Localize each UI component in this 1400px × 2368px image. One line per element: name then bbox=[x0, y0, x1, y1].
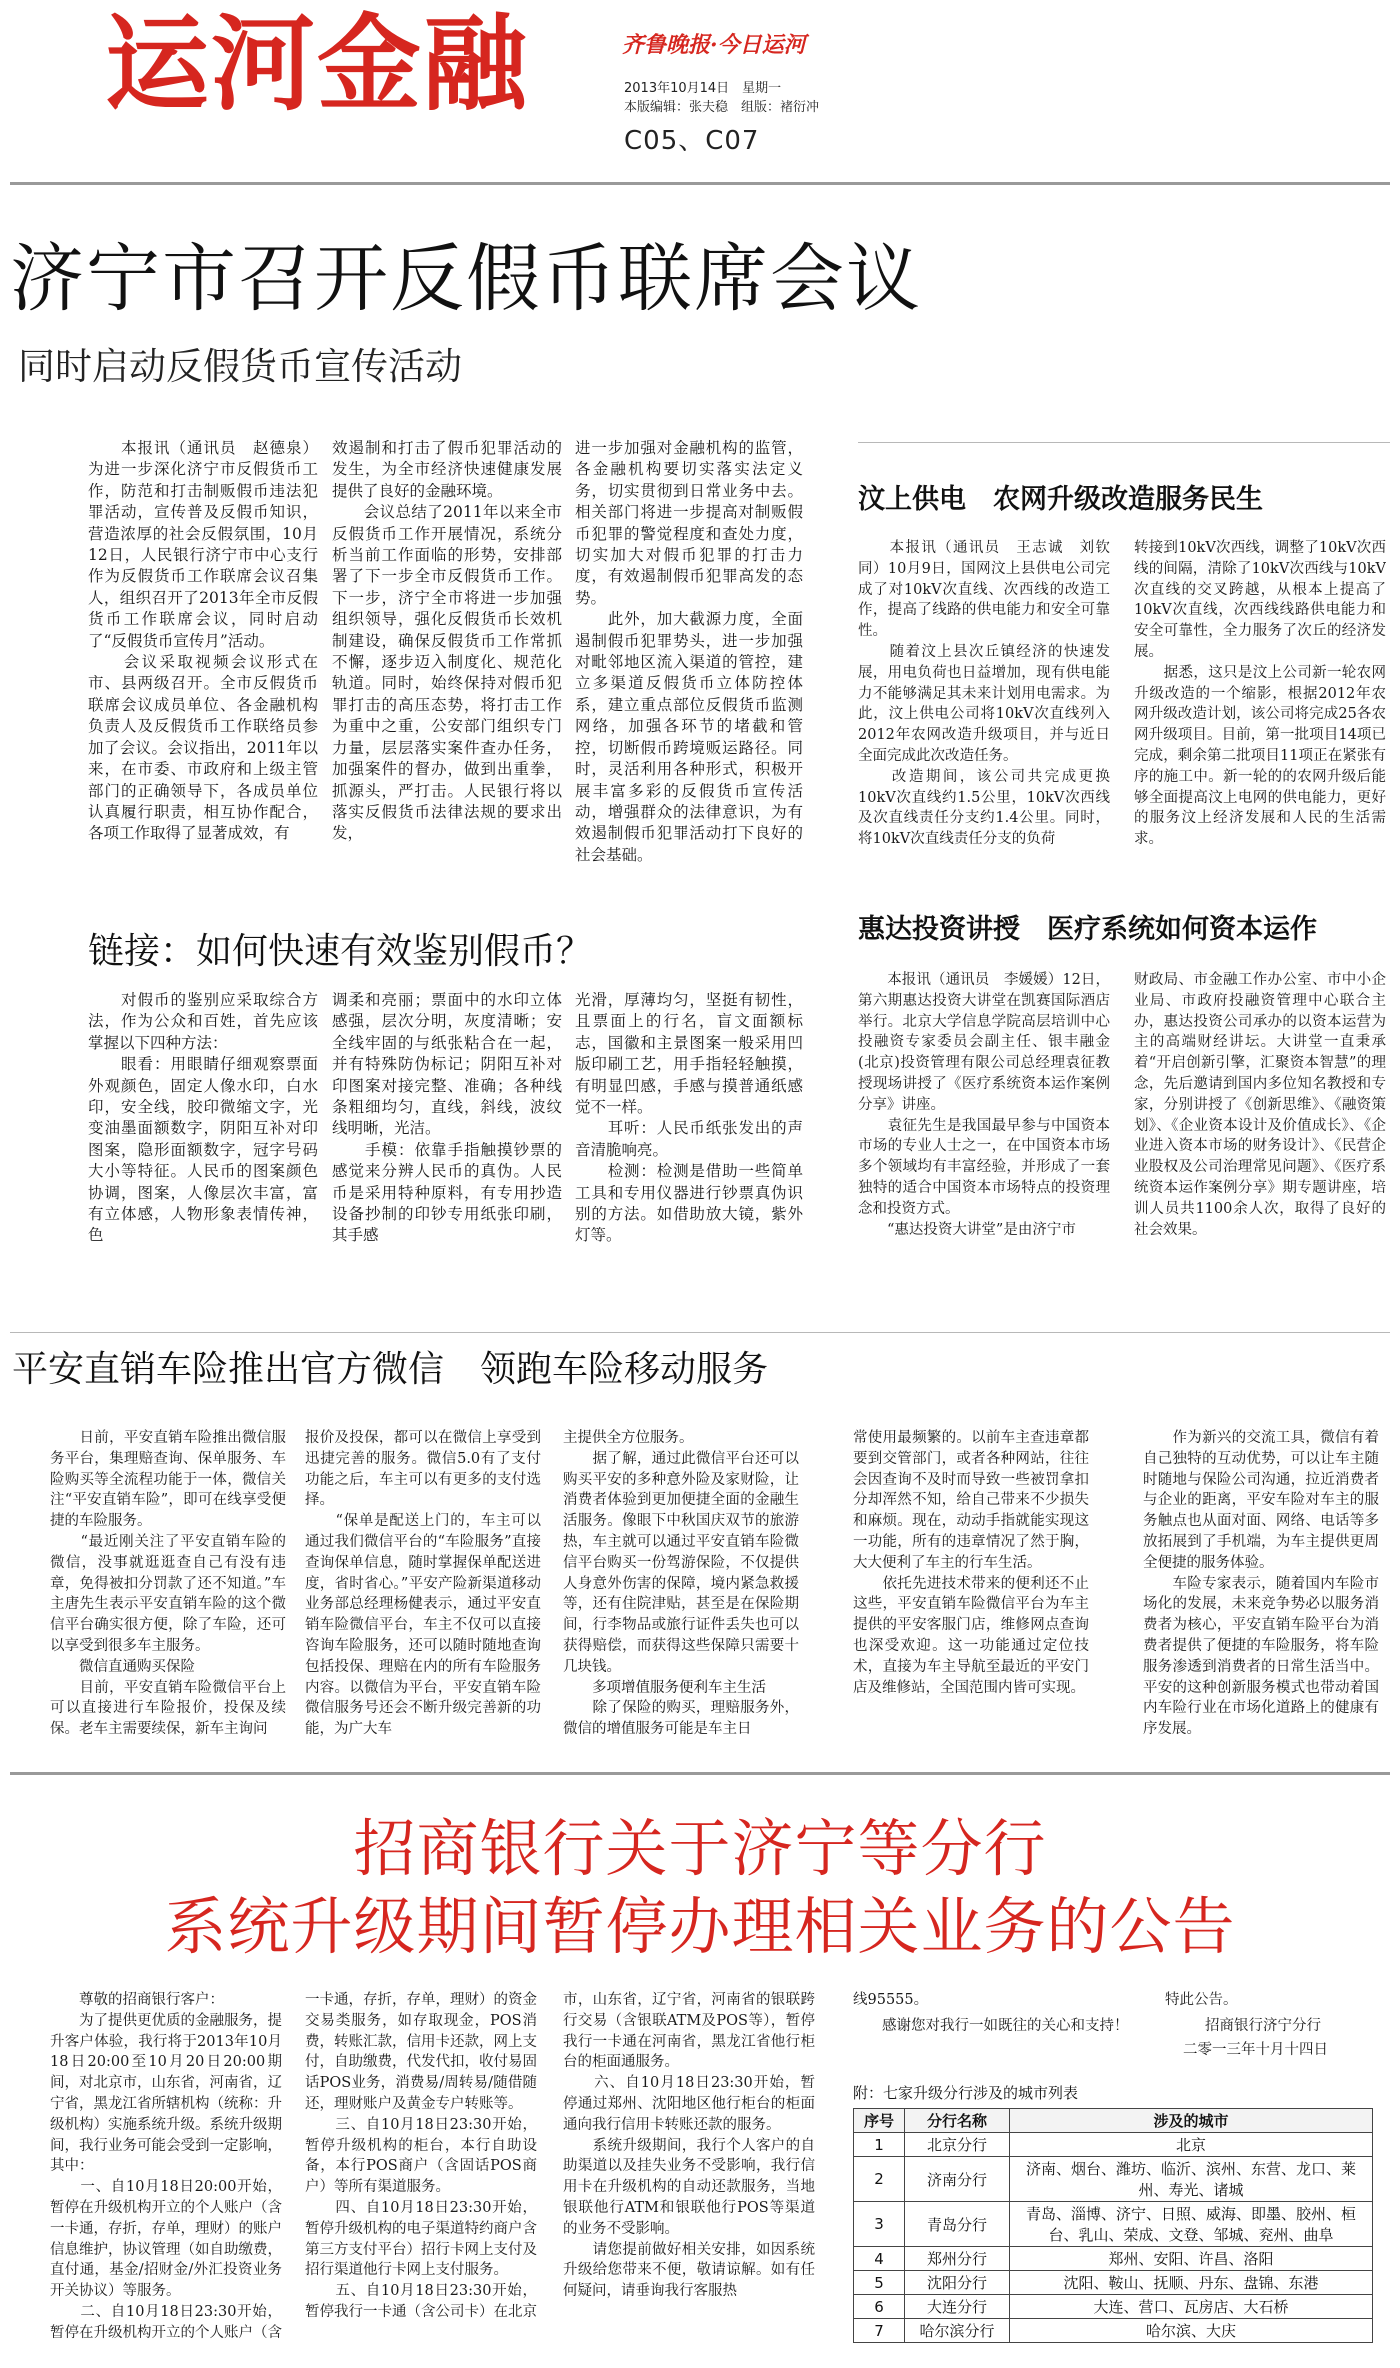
notice-hotline: 线95555。 bbox=[853, 1992, 929, 2008]
city-list: 青岛、淄博、济宁、日照、威海、即墨、胶州、桓台、乳山、荣成、文登、邹城、兖州、曲阜 bbox=[1010, 2202, 1373, 2247]
link-article-column-2: 调柔和亮丽；票面中的水印立体感强，层次分明，灰度清晰；安全线牢固的与纸张粘合在一起，并有特殊防伪标记；阴阳互补对印图案对接完整、准确；各种线条粗细均匀，直线，斜线，波纹线明晰，光洁。 手模：依靠手指触摸钞票的感觉来分辨人民币的真伪。人民币是采用特种原料，有专用抄造设备抄制的印钞专用纸张印刷，其手感 bbox=[332, 991, 562, 1245]
row-number: 1 bbox=[854, 2133, 905, 2157]
pingan-headline: 平安直销车险推出官方微信 领跑车险移动服务 bbox=[12, 1349, 769, 1390]
column-header-no: 序号 bbox=[854, 2109, 905, 2133]
row-number: 6 bbox=[854, 2295, 905, 2319]
page-numbers: C05、C07 bbox=[624, 126, 760, 156]
lead-headline: 济宁市召开反假币联席会议 bbox=[10, 236, 922, 322]
lead-subheadline: 同时启动反假货币宣传活动 bbox=[18, 345, 462, 388]
huida-headline: 惠达投资讲授 医疗系统如何资本运作 bbox=[858, 914, 1317, 945]
table-row bbox=[854, 2247, 1373, 2271]
newspaper-brand: 齐鲁晚报·今日运河 bbox=[622, 32, 806, 58]
city-table-header-row bbox=[854, 2109, 1373, 2133]
city-table-caption: 附：七家升级分行涉及的城市列表 bbox=[853, 2084, 1079, 2102]
notice-thanks: 感谢您对我行一如既往的关心和支持！ bbox=[853, 2018, 1129, 2034]
link-headline: 链接：如何快速有效鉴别假币？ bbox=[88, 931, 593, 972]
section-divider-notice bbox=[10, 1772, 1390, 1775]
issue-date: 2013年10月14日 星期一 bbox=[624, 81, 782, 96]
row-number: 4 bbox=[854, 2247, 905, 2271]
pingan-article-column-4: 常使用最频繁的。以前车主查违章都要到交管部门，或者各种网站，往往会因查询不及时而导致一些被罚拿扣分却浑然不知，给自己带来不少损失和麻烦。现在，动动手指就能实现这一功能，所有的违章情况了然于胸，大大便利了车主的行车生活。 依托先进技术带来的便利还不止这些，平安直销车险微信平台为车主提供的平安客服门店，维修网点查询也深受欢迎。这一功能通过定位技术，直接为车主导航至最近的平安门店及维修站，全国范围内皆可实现。 bbox=[853, 1430, 1089, 1696]
pingan-article-column-2: 报价及投保，都可以在微信上享受到迅捷完善的服务。微信5.0有了支付功能之后，车主可以有更多的支付选择。 “保单是配送上门的，车主可以通过我们微信平台的“车险服务”直接查询保单信息，随时掌握保单配送进度，省时省心。”平安产险新渠道移动业务部总经理杨健表示，通过平安直销车险微信平台，车主不仅可以直接咨询车险服务，还可以随时随地查询包括投保、理赔在内的所有车险服务内容。以微信为平台，平安直销车险微信服务号还会不断升级完善新的功能，为广大车 bbox=[305, 1430, 541, 1738]
pingan-article-column-3: 主提供全方位服务。 据了解，通过此微信平台还可以购买平安的多种意外险及家财险，让消费者体验到更加便捷全面的金融生活服务。像眼下中秋国庆双节的旅游热，车主就可以通过平安直销车险微信平台购买一份驾游保险，不仅提供人身意外伤害的保障，境内紧急救援等，还有住院津贴，甚至是在保险期间，行李物品或旅行证件丢失也可以获得赔偿，而获得这些保障只需要十几块钱。 多项增值服务便利车主生活 除了保险的购买，理赔服务外，微信的增值服务可能是车主日 bbox=[563, 1430, 799, 1738]
table-row bbox=[854, 2202, 1373, 2247]
branch-name: 沈阳分行 bbox=[905, 2271, 1010, 2295]
right-column-divider bbox=[858, 442, 1390, 443]
city-list: 大连、营口、瓦房店、大石桥 bbox=[1010, 2295, 1373, 2319]
wenshang-article-column-1: 本报讯（通讯员 王志诚 刘钦同）10月9日，国网汶上县供电公司完成了对10kV次直线、次西线的改造工作，提高了线路的供电能力和安全可靠性。 随着汶上县次丘镇经济的快速发展，用电负荷也日益增加，现有供电能力不能够满足其未来计划用电需求。为此，汶上供电公司将10kV次直线列入2012年农网改造升级项目，并与近日全面完成此次改造任务。 改造期间，该公司共完成更换10kV次直线约1.5公里，10kV次西线及次直线责任分支约1.4公里。同时，将10kV次直线责任分支的负荷 bbox=[858, 540, 1110, 848]
pingan-article-column-5: 作为新兴的交流工具，微信有着自己独特的互动优势，可以让车主随时随地与保险公司沟通，拉近消费者与企业的距离，平安车险对车主的服务触点也从面对面、网络、电话等多放拓展到了手机端，为车主提供更周全便捷的服务体验。 车险专家表示，随着国内车险市场化的发展，未来竞争势必以服务消费者为核心，平安直销车险平台为消费者提供了便捷的车险服务，将车险服务渗透到消费者的日常生活当中。平安的这种创新服务模式也带动着国内车险行业在市场化道路上的健康有序发展。 bbox=[1143, 1430, 1379, 1738]
city-list: 沈阳、鞍山、抚顺、丹东、盘锦、东港 bbox=[1010, 2271, 1373, 2295]
city-list: 济南、烟台、潍坊、临沂、滨州、东营、龙口、莱州、寿光、诸城 bbox=[1010, 2157, 1373, 2202]
branch-name: 北京分行 bbox=[905, 2133, 1010, 2157]
notice-column-1: 尊敬的招商银行客户： 为了提供更优质的金融服务，提升客户体验，我行将于2013年10月18日20:00至10月20日20:00期间，对北京市，山东省，河南省，辽宁省，黑龙江省所辖机构（统称：升级机构）实施系统升级。系统升级期间，我行业务可能会受到一定影响，其中： 一、自10月18日20:00开始，暂停在升级机构开立的个人账户（含一卡通，存折，存单，理财）的账户信息维护，协议管理（如自助缴费，直付通，基金/招财金/外汇投资业务开关协议）等服务。 二、自10月18日23:30开始，暂停在升级机构开立的个人账户（含 bbox=[50, 1992, 282, 2341]
table-row bbox=[854, 2133, 1373, 2157]
table-row bbox=[854, 2295, 1373, 2319]
link-article-column-3: 光滑，厚薄均匀，坚挺有韧性，且票面上的行名，盲文面额标志，国徽和主景图案一般采用凹版印刷工艺，用手指轻轻触摸，有明显凹感，手感与摸普通纸感觉不一样。 耳听：人民币纸张发出的声音清脆响亮。 检测：检测是借助一些简单工具和专用仪器进行钞票真伪识别的方法。如借助放大镜，紫外灯等。 bbox=[575, 991, 803, 1245]
huida-article-column-2: 财政局、市金融工作办公室、市中小企业局、市政府投融资管理中心联合主办，惠达投资公司承办的以资本运营为主的高端财经讲坛。大讲堂一直秉承着“开启创新引擎，汇聚资本智慧”的理念，先后邀请到国内多位知名教授和专家，分别讲授了《创新思维》、《融资策划》、《企业资本设计及价值成长》、《企业进入资本市场的财务设计》、《民营企业股权及公司治理常见问题》、《医疗系统资本运作案例分享》期专题讲座，培训人员共1100余人次，取得了良好的社会效果。 bbox=[1134, 972, 1386, 1238]
city-list: 哈尔滨、大庆 bbox=[1010, 2319, 1373, 2343]
row-number: 5 bbox=[854, 2271, 905, 2295]
branch-name: 郑州分行 bbox=[905, 2247, 1010, 2271]
table-row bbox=[854, 2319, 1373, 2343]
city-table-container bbox=[853, 2108, 1373, 2343]
notice-headline-line-2: 系统升级期间暂停办理相关业务的公告 bbox=[164, 1890, 1236, 1963]
section-divider-pingan bbox=[10, 1332, 1390, 1333]
column-header-cities: 涉及的城市 bbox=[1010, 2109, 1373, 2133]
city-list: 北京 bbox=[1010, 2133, 1373, 2157]
wenshang-headline: 汶上供电 农网升级改造服务民生 bbox=[858, 484, 1263, 515]
lead-article-column-2: 效遏制和打击了假币犯罪活动的发生，为全市经济快速健康发展提供了良好的金融环境。 会议总结了2011年以来全市反假货币工作开展情况，系统分析当前工作面临的形势，安排部署了下一步全市反假货币工作。下一步，济宁全市将进一步加强组织领导，强化反假货币长效机制建设，确保反假货币工作常抓不懈，逐步迈入制度化、规范化轨道。同时，始终保持对假币犯罪打击的高压态势，将打击工作为重中之重，公安部门组织专门力量，层层落实案件查办任务，加强案件的督办，做到出重拳，抓源头，严打击。人民银行将以落实反假货币法律法规的要求出发， bbox=[332, 439, 562, 843]
notice-signature-date: 二零一三年十月十四日 bbox=[1183, 2042, 1328, 2058]
row-number: 3 bbox=[854, 2202, 905, 2247]
masthead-title: 运河金融 bbox=[105, 3, 530, 125]
notice-signature-org: 招商银行济宁分行 bbox=[1205, 2018, 1321, 2034]
branch-name: 济南分行 bbox=[905, 2157, 1010, 2202]
branch-name: 大连分行 bbox=[905, 2295, 1010, 2319]
row-number: 7 bbox=[854, 2319, 905, 2343]
city-list: 郑州、安阳、许昌、洛阳 bbox=[1010, 2247, 1373, 2271]
pingan-article-column-1: 日前，平安直销车险推出微信服务平台，集理赔查询、保单服务、车险购买等全流程功能于一体，微信关注“平安直销车险”，即可在线享受便捷的车险服务。 “最近刚关注了平安直销车险的微信，没事就逛逛查自己有没有违章，免得被扣分罚款了还不知道。”车主唐先生表示平安直销车险的这个微信平台确实很方便，除了车险，还可以享受到很多车主服务。 微信直通购买保险 目前，平安直销车险微信平台上可以直接进行车险报价，投保及续保。老车主需要续保，新车主询问 bbox=[50, 1430, 286, 1738]
branch-name: 哈尔滨分行 bbox=[905, 2319, 1010, 2343]
notice-column-2: 一卡通，存折，存单，理财）的资金交易类服务，如存取现金，POS消费，转账汇款，信用卡还款，网上支付，自助缴费，代发代扣，收付易固话POS业务，消费易/周转易/随借随还，理财账户及黄金专户转账等。 三、自10月18日23:30开始，暂停升级机构的柜台，本行自助设备，本行POS商户（含固话POS商户）等所有渠道服务。 四、自10月18日23:30开始，暂停升级机构的电子渠道特约商户含第三方支付平台）招行卡网上支付及招行渠道他行卡网上支付服务。 五、自10月18日23:30开始，暂停我行一卡通（含公司卡）在北京 bbox=[305, 1992, 537, 2320]
branch-name: 青岛分行 bbox=[905, 2202, 1010, 2247]
lead-article-column-3: 进一步加强对金融机构的监管，各金融机构要切实落实法定义务，切实贯彻到日常业务中去。相关部门将进一步提高对制贩假币犯罪的警觉程度和查处力度，切实加大对假币犯罪的打击力度，有效遏制假币犯罪高发的态势。 此外，加大截源力度，全面遏制假币犯罪势头，进一步加强对毗邻地区流入渠道的管控，建立多渠道反假货币立体防控体系，建立重点部位反假货币监测网络，加强各环节的堵截和管控，切断假币跨境贩运路径。同时，灵活利用各种形式，积极开展丰富多彩的反假货币宣传活动，增强群众的法律意识，为有效遏制假币犯罪活动打下良好的社会基础。 bbox=[575, 439, 803, 864]
row-number: 2 bbox=[854, 2157, 905, 2202]
masthead-divider bbox=[10, 182, 1390, 185]
notice-closing: 特此公告。 bbox=[1165, 1992, 1238, 2008]
wenshang-article-column-2: 转接到10kV次西线，调整了10kV次西线的间隔，清除了10kV次西线与10kV次直线的交叉跨越，从根本上提高了10kV次直线，次西线线路供电能力和安全可靠性，全力服务了次丘的经济发展。 据悉，这只是汶上公司新一轮农网升级改造的一个缩影，根据2012年农网升级改造计划，该公司将完成25各农网升级项目。目前，第一批项目14项已完成，剩余第二批项目11项正在紧张有序的施工中。新一轮的的农网升级后能够全面提高汶上电网的供电能力，更好的服务汶上经济发展和人民的生活需求。 bbox=[1134, 540, 1386, 848]
notice-headline-line-1: 招商银行关于济宁等分行 bbox=[353, 1812, 1047, 1885]
lead-article-column-1: 本报讯（通讯员 赵德泉）为进一步深化济宁市反假货币工作，防范和打击制贩假币违法犯罪活动，宣传普及反假币知识，营造浓厚的社会反假氛围，10月12日，人民银行济宁市中心支行作为反假货币工作联席会议召集人，组织召开了2013年全市反假货币工作联席会议，同时启动了“反假货币宣传月”活动。 会议采取视频会议形式在市、县两级召开。全市反假货币联席会议成员单位、各金融机构负责人及反假货币工作联络员参加了会议。会议指出，2011年以来，在市委、市政府和上级主管部门的正确领导下，各成员单位认真履行职责，相互协作配合，各项工作取得了显著成效，有 bbox=[88, 439, 318, 843]
column-header-branch: 分行名称 bbox=[905, 2109, 1010, 2133]
editor-credits: 本版编辑：张夫稳 组版：褚衍冲 bbox=[624, 100, 820, 115]
huida-article-column-1: 本报讯（通讯员 李媛媛）12日，第六期惠达投资大讲堂在凯赛国际酒店举行。北京大学信息学院高层培训中心投融资专家委员会副主任、银丰融金(北京)投资管理有限公司总经理袁征教授现场讲授了《医疗系统资本运作案例分享》讲座。 袁征先生是我国最早参与中国资本市场的专业人士之一，在中国资本市场多个领域均有丰富经验，并形成了一套独特的适合中国资本市场特点的投资理念和投资方式。 “惠达投资大讲堂”是由济宁市 bbox=[858, 972, 1110, 1238]
table-row bbox=[854, 2271, 1373, 2295]
link-article-column-1: 对假币的鉴别应采取综合方法，作为公众和百姓，首先应该掌握以下四种方法： 眼看：用眼睛仔细观察票面外观颜色，固定人像水印，白水印，安全线，胶印微缩文字，光变油墨面额数字，阴阳互补对印图案，隐形面额数字，冠字号码大小等特征。人民币的图案颜色协调，图案，人像层次丰富，富有立体感，人物形象表情传神，色 bbox=[88, 991, 318, 1245]
table-row bbox=[854, 2157, 1373, 2202]
notice-column-3: 市，山东省，辽宁省，河南省的银联跨行交易（含银联ATM及POS等），暂停我行一卡通在河南省，黑龙江省他行柜台的柜面通服务。 六、自10月18日23:30开始，暂停通过郑州、沈阳地区他行柜台的柜面通向我行信用卡转账还款的服务。 系统升级期间，我行个人客户的自助渠道以及挂失业务不受影响，我行信用卡在升级机构的自动还款服务，当地银联他行ATM和银联他行POS等渠道的业务不受影响。 请您提前做好相关安排，如因系统升级给您带来不便，敬请谅解。如有任何疑问，请垂询我行客服热 bbox=[563, 1992, 815, 2300]
city-table bbox=[853, 2108, 1373, 2343]
